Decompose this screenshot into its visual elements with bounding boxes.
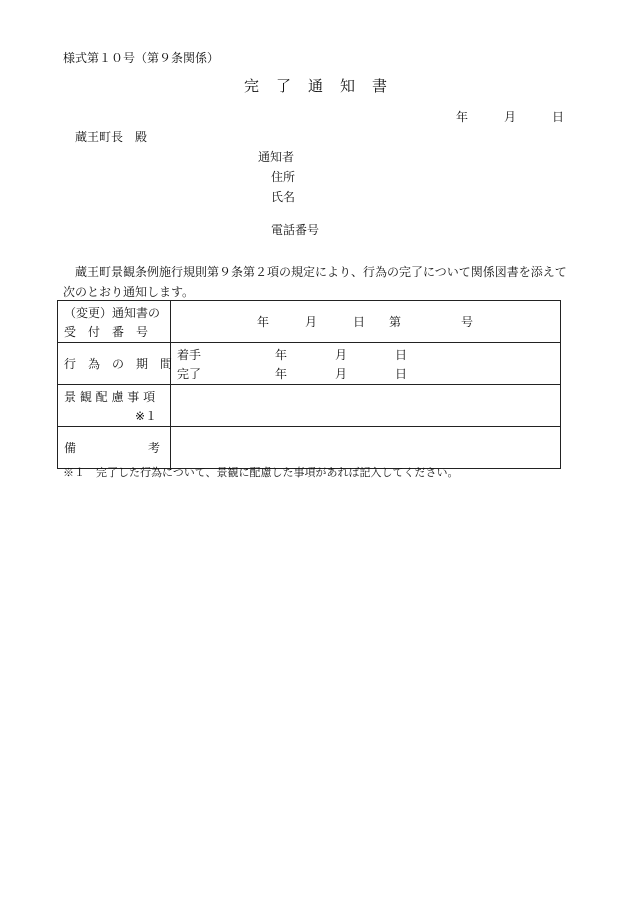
footnote: ※１ 完了した行為について、景観に配慮した事項があれば記入してください。 <box>63 466 459 479</box>
date-line: 年 月 日 <box>456 110 565 124</box>
remarks-header <box>58 427 171 469</box>
end-date: 年 月 日 <box>275 367 408 381</box>
notifier-label: 通知者 <box>258 150 295 164</box>
receipt-number-header <box>58 301 171 343</box>
phone-label: 電話番号 <box>271 223 320 237</box>
action-period-cell[interactable] <box>171 343 561 385</box>
receipt-number-cell[interactable] <box>171 301 561 343</box>
action-period-header <box>58 343 171 385</box>
table-row-action-period <box>58 343 561 385</box>
addressee: 蔵王町長 殿 <box>75 130 148 144</box>
table-row-receipt-number <box>58 301 561 343</box>
body-text: 蔵王町景観条例施行規則第９条第２項の規定により、行為の完了について関係図書を添えて次のとおり通知します。 <box>63 265 567 299</box>
receipt-number-label-line2: 受 付 番 号 <box>64 325 149 339</box>
landscape-considerations-note-ref: ※１ <box>135 409 158 423</box>
table-row-landscape-considerations <box>58 385 561 427</box>
landscape-considerations-header <box>58 385 171 427</box>
form-number: 様式第１０号（第９条関係） <box>63 51 220 65</box>
remarks-label: 備 考 <box>64 441 161 455</box>
start-date: 年 月 日 <box>275 348 408 362</box>
receipt-number-label-line1: （変更）通知書の <box>64 306 161 320</box>
start-prefix: 着手 <box>177 348 202 362</box>
receipt-number-value: 年 月 日 第 号 <box>257 315 474 329</box>
remarks-cell[interactable] <box>171 427 561 469</box>
landscape-considerations-label: 景 観 配 慮 事 項 <box>64 390 156 404</box>
document-title: 完 了 通 知 書 <box>244 77 389 95</box>
table-row-remarks <box>58 427 561 469</box>
address-label: 住所 <box>271 170 296 184</box>
action-period-label: 行 為 の 期 間 <box>64 357 173 371</box>
landscape-considerations-cell[interactable] <box>171 385 561 427</box>
report-table <box>57 300 561 469</box>
end-prefix: 完了 <box>177 367 202 381</box>
name-label: 氏名 <box>271 190 296 204</box>
